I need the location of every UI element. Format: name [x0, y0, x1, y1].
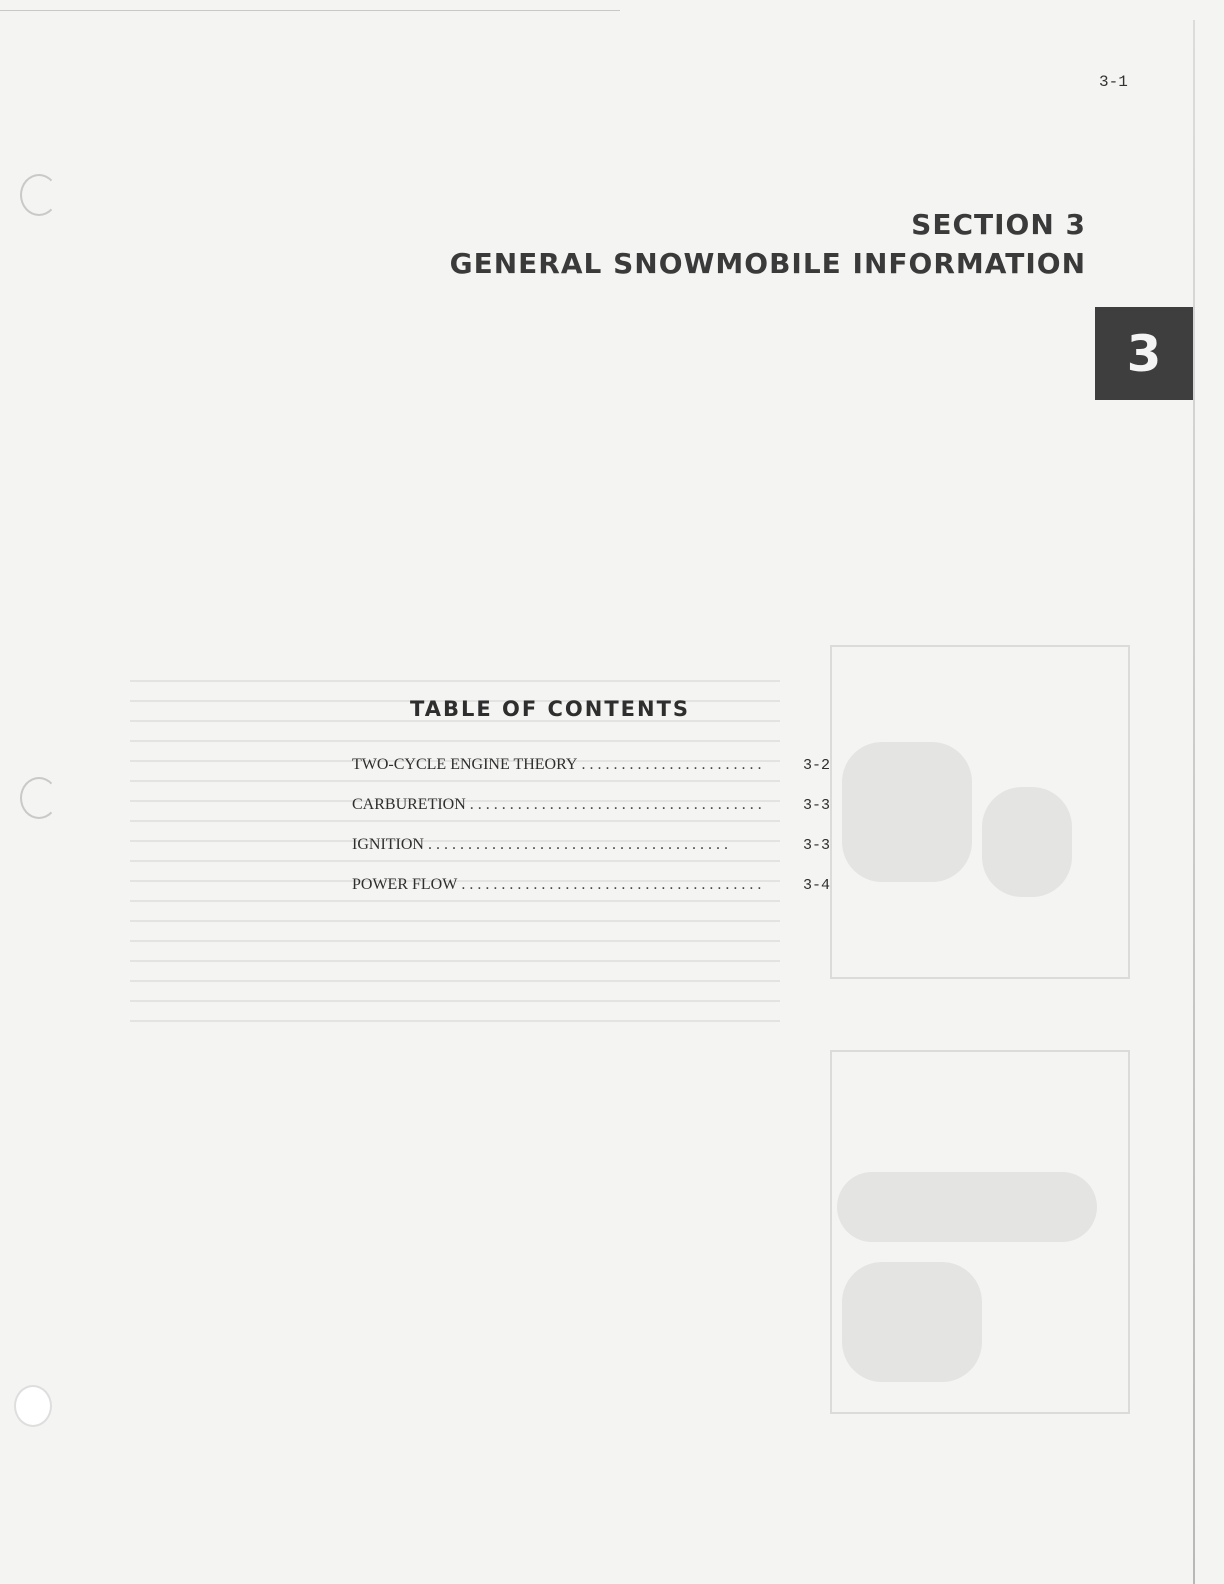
section-tab-marker: 3	[1095, 307, 1193, 400]
reverse-figure-lower	[830, 1050, 1130, 1414]
binder-hole-middle	[20, 777, 58, 819]
binder-hole-top	[20, 174, 58, 216]
toc-entry-label: TWO-CYCLE ENGINE THEORY	[352, 756, 578, 773]
page-top-edge	[0, 10, 620, 11]
toc-entry-page: 3-4	[802, 877, 830, 894]
toc-entry[interactable]	[352, 796, 830, 836]
toc-title: TABLE OF CONTENTS	[410, 697, 691, 721]
binder-hole-bottom	[14, 1385, 52, 1427]
toc-entry-label: CARBURETION	[352, 796, 466, 813]
toc-entry-page: 3-3	[802, 837, 830, 854]
toc-entry-page: 3-3	[802, 797, 830, 814]
toc-leader-dots	[428, 836, 762, 854]
toc-entry-page: 3-2	[802, 757, 830, 774]
reverse-figure-upper	[830, 645, 1130, 979]
toc-entry[interactable]	[352, 756, 830, 796]
section-heading	[450, 208, 1086, 286]
section-number: SECTION 3	[911, 208, 1086, 241]
toc-entry-label: POWER FLOW	[352, 876, 458, 893]
page-right-edge	[1193, 20, 1195, 1584]
toc-list	[352, 756, 830, 916]
toc-entry[interactable]	[352, 836, 830, 876]
section-title: GENERAL SNOWMOBILE INFORMATION	[449, 247, 1086, 280]
toc-leader-dots	[581, 756, 762, 774]
page-number: 3-1	[1099, 73, 1128, 91]
toc-entry[interactable]	[352, 876, 830, 916]
toc-leader-dots	[470, 796, 762, 814]
toc-leader-dots	[461, 876, 762, 894]
toc-entry-label: IGNITION	[352, 836, 424, 853]
